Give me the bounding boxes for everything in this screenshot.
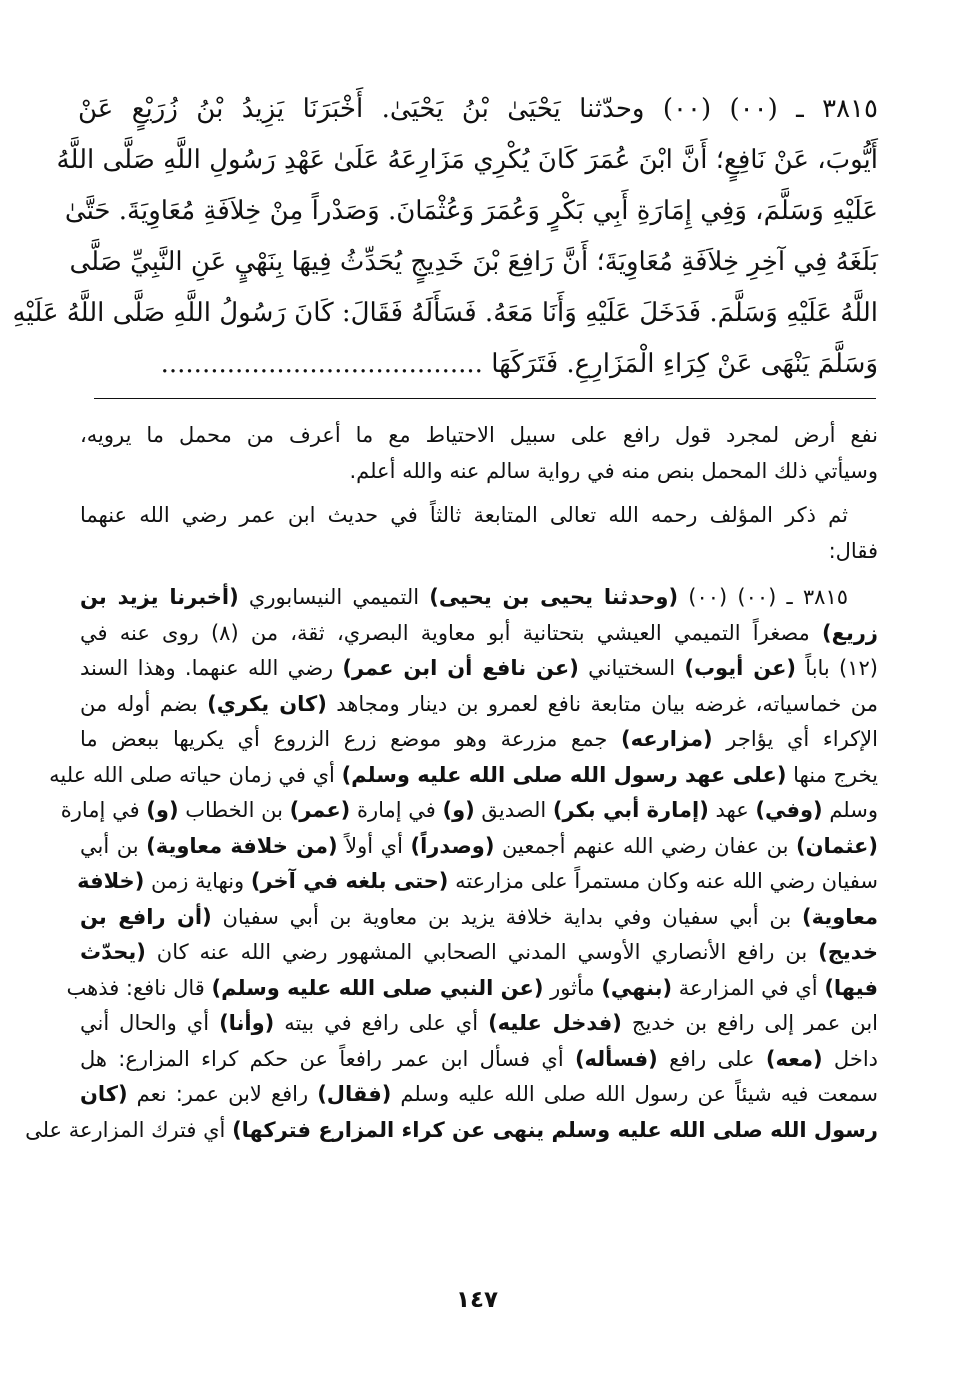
text-run: بن أبي [80, 833, 147, 858]
bold-quote-run: خديج) [818, 940, 878, 964]
commentary-line: ثم ذكر المؤلف رحمه الله تعالى المتابعة ثالثاً في حديث ابن عمر رضي الله عنهما [80, 503, 848, 527]
bold-quote-run: (فسأله) [574, 1046, 658, 1071]
commentary-line: نفع أرض لمجرد قول رافع على سبيل الاحتياط مع ما أعرف من محمل ما يرويه، [80, 423, 878, 447]
text-run: مأثور [543, 975, 602, 1000]
footnote-separator-rule [94, 398, 876, 399]
commentary-paragraph-1 [80, 418, 878, 489]
text-run: بن رافع الأنصاري الأوسي المدني الصحابي المشهور رضي الله عنه كان [145, 940, 819, 964]
commentary-line [66, 971, 878, 1007]
text-run: التميمي النيسابوري [238, 585, 430, 609]
text-run: داخل [822, 1046, 879, 1071]
commentary-line [80, 1077, 878, 1113]
text-run: من خماسياته، غرضه بيان متابعة نافع لعمرو بن دينار ومجاهد [326, 691, 878, 716]
bold-quote-run: (و) [146, 798, 179, 822]
bold-quote-run: (إمارة أبي بكر) [552, 798, 709, 822]
text-run: يخرج منها [786, 762, 878, 787]
bold-quote-run: (حتى بلغه في آخر) [250, 869, 449, 893]
bold-quote-run: (عن أيوب) [684, 656, 797, 680]
bold-quote-run: معاوية) [801, 904, 878, 929]
hadith-line: بَلَغَهُ فِي آخِرِ خِلاَفَةِ مُعَاوِيَةَ؛ أَنَّ رَافِعَ بْنَ خَدِيجٍ يُحَدِّثُ فِيهَا بِنَهْيٍ عَنِ النَّبِيِّ صَلَّى [69, 247, 878, 277]
bold-quote-run: (كان [80, 1082, 128, 1106]
bold-quote-run: (كان يكري) [207, 691, 327, 716]
bold-quote-run: زريع) [822, 620, 879, 645]
commentary-line [80, 616, 878, 652]
text-run: أي أولاً [337, 833, 411, 858]
bold-quote-run: (عن نافع أن ابن عمر) [342, 656, 579, 680]
commentary-paragraph-3 [25, 580, 879, 1148]
text-run: على رافع [657, 1046, 766, 1071]
bold-quote-run: فيها) [824, 975, 878, 1000]
commentary-line [80, 935, 878, 971]
text-run: جمع مزرعة وهو موضع زرع الزروع أي يكريها ببعض ما [80, 727, 621, 751]
hadith-ellipsis-dots: ....................................... [160, 349, 483, 379]
commentary-line [80, 580, 878, 616]
page-number: ١٤٧ [455, 1287, 499, 1313]
hadith-line: اللَّهُ عَلَيْهِ وَسَلَّمَ. فَدَخَلَ عَلَيْهِ وَأَنَا مَعَهُ. فَسَأَلَهُ فَقَالَ: كَانَ رَسُولُ اللَّهِ صَلَّى اللَّهُ عَلَيْهِ [12, 298, 878, 328]
commentary-line [80, 722, 878, 758]
bold-quote-run: (فقال) [317, 1082, 392, 1106]
bold-quote-run: (عثمان) [796, 833, 879, 858]
bold-quote-run: (فدخل عليه) [488, 1011, 622, 1035]
bold-quote-run: (وحدثنا يحيى بن يحيى) [429, 585, 679, 609]
bold-quote-run: (أخبرنا يزيد بن [80, 585, 239, 609]
bold-quote-run: (عمر) [289, 798, 351, 822]
text-run: أي والحال أني [80, 1011, 220, 1035]
commentary-line [60, 793, 878, 829]
text-run: بن عفان رضي الله عنهم أجمعين [494, 833, 796, 858]
text-run: سفيان رضي الله عنه وكان مستمراً على مزارعته [448, 869, 878, 893]
text-run: أي في المزارعة [672, 975, 825, 1000]
text-run: ونهاية زمن [144, 869, 251, 893]
text-run: بن أبي سفيان وفي بداية خلافة يزيد بن معاوية بن أبي سفيان [211, 904, 802, 929]
text-run: في إمارة [350, 798, 443, 822]
commentary-line [25, 1113, 878, 1149]
bold-quote-run: رسول الله صلى الله عليه وسلم ينهى عن كراء المزارع فتركها) [232, 1117, 878, 1142]
bold-quote-run: (أن رافع بن [80, 904, 212, 929]
text-run: (١٢) باباً [796, 656, 878, 680]
bold-quote-run: (مزارعه) [620, 727, 713, 751]
text-run: بن الخطاب [178, 798, 290, 822]
text-run: عهد [708, 798, 756, 822]
bold-quote-run: (و) [442, 798, 475, 822]
bold-quote-run: (وأنا) [219, 1011, 275, 1035]
commentary-line [80, 1042, 878, 1078]
commentary-line: فقال: [828, 538, 878, 563]
bold-quote-run: (خلافة [77, 869, 145, 893]
hadith-line: عَلَيْهِ وَسَلَّمَ، وَفِي إِمَارَةِ أَبِي بَكْرٍ وَعُمَرَ وَعُثْمَانَ. وَصَدْراً مِنْ خِلاَفَةِ مُعَاوِيَةَ. حَتَّىٰ [64, 196, 878, 226]
bold-quote-run: (على عهد رسول الله صلى الله عليه وسلم) [341, 762, 787, 787]
commentary-line [80, 651, 878, 687]
hadith-line: أَيُّوبَ، عَنْ نَافِعٍ؛ أَنَّ ابْنَ عُمَرَ كَانَ يُكْرِي مَزَارِعَهُ عَلَىٰ عَهْدِ رَسُولِ اللَّهِ صَلَّى اللَّهُ [56, 145, 878, 175]
commentary-line [80, 829, 878, 865]
text-run: أي في زمان حياته صلى الله عليه [49, 762, 342, 787]
text-run: الإكراء أي يؤاجر [712, 727, 878, 751]
commentary-line [80, 1006, 878, 1042]
text-run: السختياني [578, 656, 685, 680]
text-run: أي فسأل ابن عمر رافعاً عن حكم كراء المزارع: هل [80, 1046, 575, 1071]
text-run: بضم أوله من [80, 691, 208, 716]
text-run: أي على رافع في بيته [274, 1011, 489, 1035]
text-run: رافع لابن عمر: نعم [127, 1082, 318, 1106]
text-run: الصديق [474, 798, 553, 822]
hadith-closing-text: وَسَلَّمَ يَنْهَى عَنْ كِرَاءِ الْمَزَارِعِ. فَتَرَكَهَا [491, 349, 878, 379]
commentary-text [25, 418, 879, 1148]
commentary-line [80, 900, 878, 936]
text-run: في إمارة [60, 798, 147, 822]
bold-quote-run: (من خلافة معاوية) [146, 833, 338, 858]
text-run: ٣٨١٥ ـ (٠٠) (٠٠) [678, 585, 849, 609]
bold-quote-run: (بنهي) [601, 975, 673, 1000]
bold-quote-run: (معه) [765, 1046, 823, 1071]
commentary-paragraph-2 [80, 498, 878, 569]
commentary-line [49, 758, 878, 794]
commentary-line: وسيأتي ذلك المحمل بنص منه في رواية سالم عنه والله أعلم. [349, 458, 878, 483]
bold-quote-run: (عن النبي صلى الله عليه وسلم) [211, 975, 544, 1000]
commentary-line [77, 864, 878, 900]
text-run: قال نافع: فذهب [66, 975, 212, 1000]
hadith-line-last [78, 339, 878, 390]
text-run: سمعت فيه شيئاً عن رسول الله صلى الله عليه وسلم [391, 1082, 878, 1106]
text-run: رضي الله عنهما. وهذا السند [80, 656, 343, 680]
bold-quote-run: (يحدّث [80, 940, 146, 964]
text-run: مصغراً التميمي العيشي بتحتانية أبو معاوية البصري، ثقة، من (٨) روى عنه في [80, 620, 822, 645]
commentary-line [80, 687, 878, 723]
text-run: وسلم [822, 798, 878, 822]
hadith-text [12, 84, 878, 390]
text-run: ابن عمر إلى رافع بن خديج [621, 1011, 879, 1035]
bold-quote-run: (وفي) [755, 798, 823, 822]
text-run: أي فترك المزارعة على [25, 1117, 233, 1142]
bold-quote-run: (وصدراً) [410, 833, 495, 858]
hadith-line: ٣٨١٥ ـ (٠٠) (٠٠) وحدّثنا يَحْيَىٰ بْنُ يَحْيَىٰ. أَخْبَرَنَا يَزِيدُ بْنُ زُرَيْعٍ عَنْ [78, 94, 878, 124]
